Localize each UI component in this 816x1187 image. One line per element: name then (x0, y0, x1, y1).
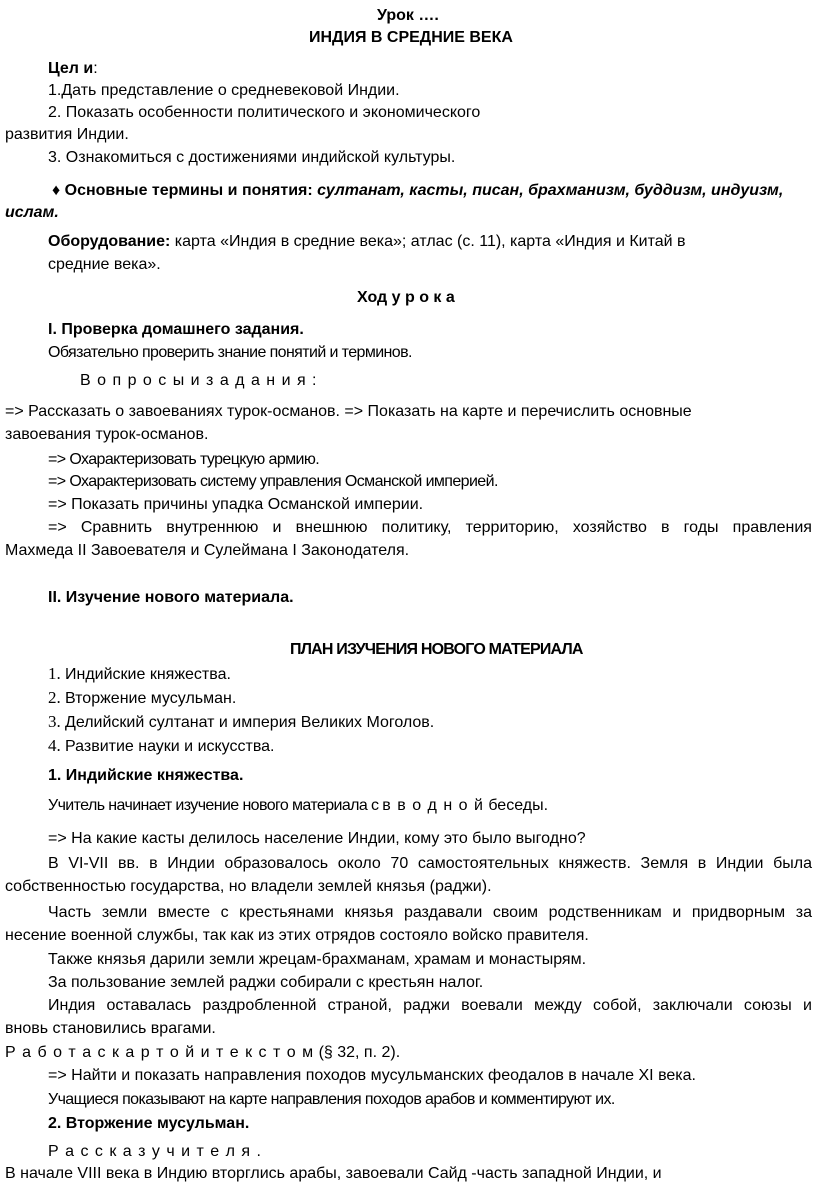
word: с (220, 904, 229, 921)
word: внутреннюю (166, 519, 259, 536)
part-1-question: => На какие касты делилось население Индии, кому это было выгодно? (48, 830, 586, 847)
paragraph-2-continuation: несение военной службы, так как из этих отрядов состояло войско правителя. (5, 927, 589, 944)
word: собой, (592, 997, 642, 1014)
word: своим (492, 904, 538, 921)
map-work-ref: (§ 32, п. 2). (314, 1044, 401, 1061)
goal-1: 1.Дать представление о средневековой Индии. (48, 82, 400, 99)
word: в (149, 855, 158, 872)
plan-item-number: 4. (48, 736, 65, 755)
word: годы (683, 519, 719, 536)
goal-3: 3. Ознакомиться с достижениями индийской культуры. (48, 149, 456, 166)
word: и (803, 997, 812, 1014)
word: VI-VII (68, 855, 109, 872)
word: была (773, 855, 812, 872)
goals-colon: : (93, 60, 98, 77)
plan-item-text: Индийские княжества. (65, 666, 231, 683)
intro-text: Учитель начинает изучение нового материала с (48, 797, 383, 814)
plan-item-number: 3. (48, 712, 65, 731)
paragraph-1-continuation: собственностью государства, но владели землей князья (раджи). (5, 878, 492, 895)
word: Индии (167, 855, 215, 872)
course-title: Ход у р о к а (357, 289, 455, 306)
word: за (795, 904, 812, 921)
word: Индии (715, 855, 764, 872)
section-2-title: II. Изучение нового материала. (48, 589, 294, 606)
paragraph-2 (48, 903, 812, 923)
plan-item-text: Делийский султанат и империя Великих Моголов. (65, 714, 435, 731)
part-2-title: 2. Вторжение мусульман. (48, 1115, 250, 1132)
intro-end: беседы. (483, 797, 549, 814)
question-5 (48, 518, 812, 538)
question-1-continuation: завоевания турок-османов. (5, 426, 209, 443)
terms-list-continuation: ислам. (5, 204, 59, 221)
paragraph-4: За пользование землей раджи собирали с крестьян налог. (48, 974, 484, 991)
terms-line (52, 181, 783, 201)
word: оставалась (106, 997, 192, 1014)
section-1-note: Обязательно проверить знание понятий и терминов. (48, 344, 412, 361)
paragraph-3: Также князья дарили земли жрецам-брахманам, храмам и монастырям. (48, 951, 587, 968)
word: между (533, 997, 582, 1014)
equipment-continuation: средние века». (48, 256, 161, 273)
paragraph-5-continuation: вновь становились врагами. (5, 1020, 216, 1037)
map-work-label: Р а б о т а с к а р т о й и т е к с т о м (5, 1044, 315, 1061)
plan-title: ПЛАН ИЗУЧЕНИЯ НОВОГО МАТЕРИАЛА (290, 641, 583, 658)
word: самостоятельных (417, 855, 549, 872)
word: раздробленной (202, 997, 317, 1014)
word: В (48, 855, 59, 872)
equipment-line (48, 232, 686, 252)
word: Индия (48, 997, 96, 1014)
word: хозяйство (572, 519, 647, 536)
question-3: => Охарактеризовать систему управления Османской империей. (48, 473, 498, 490)
word: воевали (461, 997, 523, 1014)
teacher-story-label: Р а с с к а з у ч и т е л я . (48, 1143, 262, 1160)
word: вв. (117, 855, 140, 872)
questions-label: В о п р о с ы и з а д а н и я : (80, 372, 318, 389)
plan-item (48, 688, 236, 709)
intro-emphasis: в в о д н о й (382, 797, 484, 814)
word: раздавали (403, 904, 483, 921)
plan-item (48, 712, 434, 733)
lesson-number: Урок …. (377, 7, 439, 24)
plan-item-number: 2. (48, 688, 65, 707)
plan-item (48, 664, 231, 685)
equipment-text: карта «Индия в средние века»; атлас (с. 11), карта «Индия и Китай в (174, 233, 686, 250)
terms-list: султанат, касты, писан, брахманизм, буддизм, индуизм, (317, 182, 784, 199)
part-1-title: 1. Индийские княжества. (48, 767, 244, 784)
plan-item-text: Вторжение мусульман. (65, 690, 237, 707)
word: и (672, 904, 682, 921)
paragraph-1 (48, 854, 812, 874)
word: внешнюю (295, 519, 368, 536)
question-2: => Охарактеризовать турецкую армию. (48, 451, 320, 468)
word: князья (344, 904, 394, 921)
word: союзы (743, 997, 792, 1014)
equipment-label: Оборудование: (48, 233, 171, 250)
word: Земля (640, 855, 689, 872)
word: вместе (157, 904, 210, 921)
plan-item-text: Развитие науки и искусства. (65, 738, 275, 755)
word: => (48, 519, 67, 536)
terms-label: Основные термины и понятия: (64, 182, 313, 199)
word: в (697, 855, 707, 872)
word: придворным (691, 904, 786, 921)
question-1: => Рассказать о завоеваниях турок-османов. => Показать на карте и перечислить основные (5, 403, 692, 420)
map-task: => Найти и показать направления походов мусульманских феодалов в начале XI века. (48, 1067, 696, 1084)
word: территорию, (465, 519, 559, 536)
word: правления (732, 519, 812, 536)
part-1-intro (48, 796, 548, 816)
question-5-continuation: Махмеда II Завоевателя и Сулеймана I Законодателя. (5, 542, 410, 559)
word: заключали (652, 997, 733, 1014)
goal-2-continuation: развития Индии. (5, 126, 129, 143)
goals-heading (48, 59, 98, 79)
goal-2: 2. Показать особенности политического и экономического (48, 104, 481, 121)
word: княжеств. (558, 855, 631, 872)
word: страной, (327, 997, 392, 1014)
part-2-text: В начале VIII века в Индию вторглись арабы, завоевали Сайд -часть западной Индии, и (5, 1165, 662, 1182)
word: около (337, 855, 381, 872)
word: крестьянами (239, 904, 334, 921)
plan-item-number: 1. (48, 664, 65, 683)
word: и (272, 519, 282, 536)
word: раджи (403, 997, 450, 1014)
plan-item (48, 736, 275, 757)
section-1-title: I. Проверка домашнего задания. (48, 321, 304, 338)
question-4: => Показать причины упадка Османской империи. (48, 496, 424, 513)
goals-label: Цел и (48, 60, 94, 77)
word: в (661, 519, 670, 536)
paragraph-5 (48, 996, 812, 1016)
word: образовалось (224, 855, 329, 872)
map-work-line (5, 1043, 400, 1063)
word: Часть (48, 904, 92, 921)
word: родственникам (548, 904, 662, 921)
diamond-bullet-icon: ♦ (52, 182, 61, 199)
word: земли (101, 904, 148, 921)
word: политику, (381, 519, 452, 536)
page-title: ИНДИЯ В СРЕДНИЕ ВЕКА (309, 29, 513, 46)
word: Сравнить (80, 519, 153, 536)
word: 70 (390, 855, 409, 872)
map-note: Учащиеся показывают на карте направления походов арабов и комментируют их. (48, 1091, 615, 1108)
